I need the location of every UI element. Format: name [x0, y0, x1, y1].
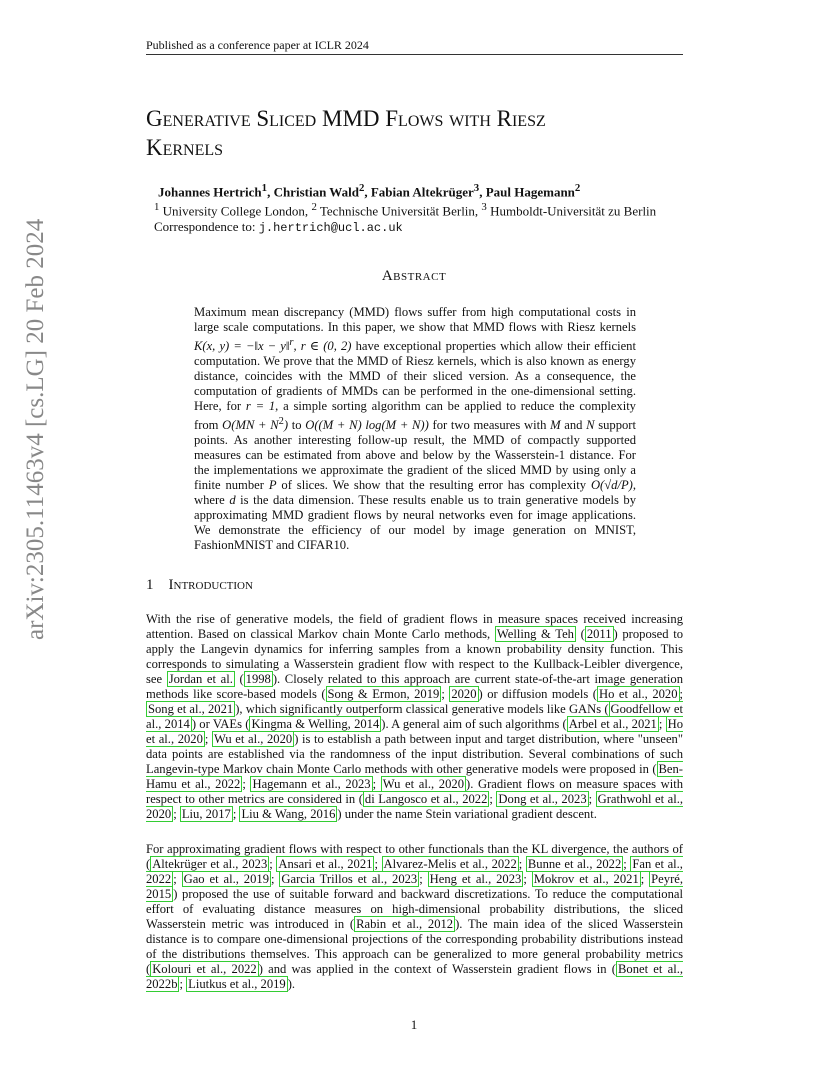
citation-link[interactable]: Liu & Wang, 2016 — [241, 807, 336, 821]
citation-link[interactable]: Bonet et al., 2022b — [146, 962, 683, 991]
body-text: ). — [287, 977, 296, 991]
citation-link[interactable]: Liutkus et al., 2019 — [188, 977, 286, 991]
math-M: M — [550, 418, 561, 433]
body-text: ; — [419, 872, 428, 886]
section-number: 1 — [146, 577, 154, 593]
body-text: ; — [271, 872, 280, 886]
citation-link[interactable]: Ben-Hamu et al., 2022 — [146, 762, 683, 791]
author-affil-mark: 1 — [261, 182, 268, 194]
author-name: Johannes Hertrich — [158, 184, 262, 200]
affiliation-1: University College London, — [159, 203, 312, 219]
citation-link[interactable]: Garcia Trillos et al., 2023 — [281, 872, 418, 886]
body-text: ; — [269, 857, 277, 871]
abstract-text: to — [288, 418, 306, 433]
paper-title — [146, 104, 683, 162]
citation-link[interactable]: Ho et al., 2020 — [598, 687, 678, 701]
affil-mark: 2 — [311, 201, 317, 213]
intro-paragraph-2 — [146, 842, 683, 992]
page-number: 1 — [410, 1017, 418, 1032]
author-name: Fabian Altekrüger — [370, 184, 474, 200]
body-text: ) proposed to apply the Langevin dynamics for inferring samples from a known probability density function. This corresponds to simulating a Wasserstein gradient flow with respect to the Kullback-Leibler divergence, see — [146, 627, 683, 686]
abstract-text: have exceptional properties which allow their efficient computation. We prove that the MMD of Riesz kernels, which is also known as energy distance, coincides with the MMD of their sliced version. As a consequence, the computation of gradients of MMDs can be performed in the one-dimensional setting. Here, for — [194, 339, 636, 414]
citation-link[interactable]: Hagemann et al., 2023 — [252, 777, 371, 791]
math-exponent: r — [289, 337, 294, 348]
citation-link[interactable]: Jordan et al. — [168, 672, 233, 686]
body-text: ). A general aim of such algorithms ( — [381, 717, 567, 731]
author-name: Paul Hagemann — [485, 184, 575, 200]
title-line-2: Kernels — [146, 135, 224, 160]
body-text: ; — [242, 777, 251, 791]
citation-link[interactable]: Rabin et al., 2012 — [356, 917, 454, 931]
affil-mark: 1 — [154, 201, 160, 213]
body-text: ; — [518, 857, 526, 871]
citation-link[interactable]: Welling & Teh — [496, 627, 574, 641]
citation-link[interactable]: Ho et al., 2020 — [146, 717, 684, 746]
body-text: ; — [204, 732, 213, 746]
math-N: N — [586, 418, 595, 433]
correspondence-label: Correspondence to: — [154, 219, 259, 235]
author-affil-mark: 3 — [473, 182, 480, 194]
math-r-equals-1: r = 1 — [245, 399, 276, 414]
body-text: ; — [374, 857, 382, 871]
abstract-text: is the data dimension. These results enable us to train generative models by approximating MMD gradient flows by neural networks even for image applications. We demonstrate the efficiency of our model by image generation on MNIST, FashionMNIST and CIFAR10. — [194, 493, 636, 553]
body-text: ) under the name Stein variational gradient descent. — [337, 807, 597, 821]
math-range: , r ∈ (0, 2) — [293, 339, 352, 354]
body-text: ; — [658, 717, 666, 731]
citation-link[interactable]: 2011 — [586, 627, 612, 641]
abstract-body — [194, 305, 636, 553]
citation-link[interactable]: Song & Ermon, 2019 — [327, 687, 440, 701]
body-text: ; — [372, 777, 381, 791]
citation-link[interactable]: Fan et al., 2022 — [146, 857, 683, 886]
citation-link[interactable]: Mokrov et al., 2021 — [533, 872, 639, 886]
correspondence-line — [154, 219, 694, 236]
math-riesz-kernel: K(x, y) = −‖x − y‖ — [194, 339, 290, 354]
citation-link[interactable]: Kolouri et al., 2022 — [152, 962, 257, 976]
header-rule — [146, 54, 683, 55]
affiliation-3: Humboldt-Universität zu Berlin — [486, 203, 657, 219]
body-text: ; — [679, 687, 684, 701]
section-heading — [146, 577, 683, 594]
citation-link[interactable]: Goodfellow et al., 2014 — [146, 702, 683, 731]
citation-link[interactable]: Wu et al., 2020 — [214, 732, 293, 746]
citation-link[interactable]: Wu et al., 2020 — [382, 777, 464, 791]
correspondence-email[interactable]: j.hertrich@ucl.ac.uk — [258, 221, 403, 236]
body-text: ; — [179, 977, 187, 991]
body-text: For approximating gradient flows with respect to other functionals than the KL divergence, the authors of ( — [146, 842, 683, 871]
math-exponent: 2 — [278, 416, 284, 428]
author-affil-mark: 2 — [574, 182, 581, 194]
body-text: ; — [173, 872, 182, 886]
citation-link[interactable]: 1998 — [245, 672, 271, 686]
body-text: ) and was applied in the context of Wasserstein gradient flows in ( — [258, 962, 616, 976]
body-text: ( — [234, 672, 244, 686]
section-title: Introduction — [168, 577, 253, 593]
abstract-text: and — [560, 418, 587, 433]
body-text: ). Gradient flows on measure spaces with respect to other metrics are considered in ( — [146, 777, 683, 806]
math-P: P — [268, 478, 277, 493]
math-d: d — [229, 493, 236, 508]
citation-link[interactable]: Alvarez-Melis et al., 2022 — [383, 857, 517, 871]
citation-link[interactable]: Song et al., 2021 — [148, 702, 234, 716]
body-text: ; — [640, 872, 650, 886]
running-header: Published as a conference paper at ICLR 2024 — [146, 38, 369, 52]
body-text: ), which significantly outperform classical generative models like GANs ( — [235, 702, 609, 716]
abstract-text: Maximum mean discrepancy (MMD) flows suffer from high computational costs in large scale computations. In this paper, we show that MMD flows with Riesz kernels — [194, 305, 636, 334]
arxiv-stamp: arXiv:2305.11463v4 [cs.LG] 20 Feb 2024 — [22, 218, 49, 640]
body-text: ). The main idea of the sliced Wasserstein distance is to compare one-dimensional projections of the corresponding probability distributions instead of the distributions themselves. This approach can be generalized to more general probability metrics ( — [146, 917, 683, 976]
body-text: ; — [173, 807, 180, 821]
abstract-text: of slices. We show that the resulting error has complexity — [276, 478, 591, 493]
body-text: ) or VAEs ( — [191, 717, 250, 731]
body-text: ) or diffusion models ( — [478, 687, 597, 701]
math-complexity-old: O(MN + N — [222, 418, 279, 433]
affiliation-line — [154, 199, 694, 219]
math-paren: ) — [283, 418, 289, 433]
citation-link[interactable]: Grathwohl et al., 2020 — [146, 792, 684, 821]
citation-link[interactable]: Dong et al., 2023 — [498, 792, 587, 806]
body-text: ; — [232, 807, 240, 821]
citation-link[interactable]: Liu, 2017 — [181, 807, 231, 821]
abstract-text: , where — [194, 478, 636, 508]
body-text: ) proposed the use of suitable forward and backward discretizations. To reduce the computational effort of evaluating distance measures on high-dimensional probability distributions, the sliced Wasserstein metric was introduced in ( — [146, 887, 683, 931]
citation-link[interactable]: Peyré, 2015 — [146, 872, 683, 901]
abstract-text: , a simple sorting algorithm can be applied to reduce the complexity from — [194, 399, 636, 433]
body-text: ( — [575, 627, 585, 641]
citation-link[interactable]: Arbel et al., 2021 — [568, 717, 657, 731]
affiliations — [154, 199, 694, 236]
citation-link[interactable]: Ansari et al., 2021 — [278, 857, 373, 871]
body-text: ; — [523, 872, 532, 886]
citation-link[interactable]: Heng et al., 2023 — [429, 872, 522, 886]
citation-link[interactable]: Altekrüger et al., 2023 — [152, 857, 268, 871]
citation-link[interactable]: Bunne et al., 2022 — [527, 857, 622, 871]
citation-link[interactable]: 2020 — [451, 687, 477, 701]
affil-mark: 3 — [481, 201, 487, 213]
abstract-text: support points. As another interesting follow-up result, the MMD of compactly supported measures can be estimated from above and below by the Wasserstein-1 distance. For the implementations we approximate the gradient of the sliced MMD by using only a finite number — [194, 418, 636, 493]
math-complexity-new: O((M + N) log(M + N)) — [305, 418, 429, 433]
body-text: ; — [588, 792, 596, 806]
body-text: With the rise of generative models, the field of gradient flows in measure spaces received increasing attention. Based on classical Markov chain Monte Carlo methods, — [146, 612, 683, 641]
body-text: ). Closely related to this approach are current state-of-the-art image generation methods like score-based models ( — [146, 672, 683, 701]
abstract-heading: Abstract — [381, 268, 447, 284]
body-text: ) is to establish a path between input and target distribution, where "unseen" data points are established via the randomness of the input distribution. Several combinations of such Langevin-type Markov chain Monte Carlo methods with other generative models were proposed in ( — [146, 732, 683, 776]
body-text: ; — [441, 687, 450, 701]
author-affil-mark: 2 — [358, 182, 365, 194]
author-name: Christian Wald — [273, 184, 359, 200]
abstract-text: for two measures with — [428, 418, 551, 433]
citation-link[interactable]: Kingma & Welling, 2014 — [251, 717, 380, 731]
citation-link[interactable]: Gao et al., 2019 — [183, 872, 269, 886]
math-error-complexity: O(√d/P) — [590, 478, 633, 493]
body-text: ; — [489, 792, 497, 806]
author-list: Johannes Hertrich$^1$, Christian Wald$^2$, Fabian Altekrüger$^3$, Paul Hagemann$^2$ — [158, 182, 581, 200]
intro-paragraph-1 — [146, 612, 683, 822]
affiliation-2: Technische Universität Berlin, — [316, 203, 482, 219]
body-text: ; — [623, 857, 631, 871]
title-line-1: Generative Sliced MMD Flows with Riesz — [146, 106, 546, 131]
citation-link[interactable]: di Langosco et al., 2022 — [364, 792, 488, 806]
